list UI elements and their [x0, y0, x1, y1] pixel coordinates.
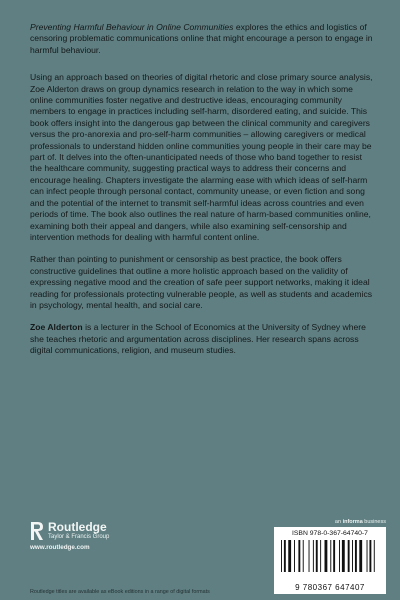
routledge-logo [30, 521, 180, 541]
barcode-bar [352, 540, 353, 572]
author-paragraph [30, 322, 376, 356]
informa-suffix: business [362, 519, 386, 525]
publisher-block [30, 521, 180, 551]
barcode-bar [367, 540, 368, 572]
barcode-bars [280, 540, 380, 582]
informa-brand: informa [342, 519, 363, 525]
barcode-number: 9 780367 647407 [295, 583, 365, 592]
author-bio: is a lecturer in the School of Economics at the University of Sydney where she teaches rhetoric and argumentation across disciplines. Her research spans across digital communications, religion, and museum studies. [30, 322, 366, 356]
barcode-bar [309, 540, 310, 572]
barcode-bar [320, 540, 321, 572]
barcode-bar [348, 540, 350, 572]
barcode-bar [284, 540, 286, 572]
back-cover-blurb [30, 22, 376, 368]
barcode-bar [298, 540, 300, 572]
approach-paragraph: Rather than pointing to punishment or censorship as best practice, the book offers constructive guidelines that outline a more holistic approach based on the validity of expressing negative mood and the creation of safe peer support networks, making it ideal reading for professionals protecting vulnerable people, as well as students and academics in psychology, mental health, and social care. [30, 254, 373, 310]
barcode-bar [355, 540, 357, 572]
barcode-bar [369, 540, 371, 572]
barcode-bar [342, 540, 345, 572]
barcode-bar [374, 540, 375, 572]
publisher-name: Routledge [48, 520, 107, 534]
barcode-bar [330, 540, 331, 572]
description-paragraph: Using an approach based on theories of digital rhetoric and close primary source analysis, Zoe Alderton draws on group dynamics research in relation to the way in which some online communities foster negative and destructive ideas, encouraging community members to engage in practices including self-harm, disordered eating, and suicide. This book offers insight into the dangerous gap between the clinical community and caregivers versus the pro-anorexia and pro-self-harm communities – allowing caregivers or medical professionals to understand hidden online communities young people in their care may be part of. It delves into the often-unanticipated needs of those who band together to resist the healthcare community, suggesting practical ways to address their concerns and encourage healing. Chapters investigate the alarming ease with which ideas of self-harm can infect people through personal contact, community unease, or even fiction and song and the potential of the internet to transmit self-harmful ideas across countries and even periods of time. The book also outlines the real nature of harm-based communities online, examining both their appeal and dangers, while also examining self-censorship and intervention methods for dealing with harmful content online. [30, 72, 373, 242]
publisher-group: Taylor & Francis Group [48, 534, 110, 540]
author-name: Zoe Alderton [30, 322, 83, 333]
barcode-bar [339, 540, 340, 572]
barcode-bar [316, 540, 318, 572]
barcode-bar [313, 540, 314, 572]
informa-prefix: an [334, 519, 343, 525]
barcode-bar [325, 540, 328, 572]
barcode-bar [333, 540, 335, 572]
book-title-inline: Preventing Harmful Behaviour in Online Communities [30, 22, 234, 32]
barcode-block [274, 519, 386, 594]
isbn-barcode [274, 527, 386, 594]
publisher-website[interactable]: www.routledge.com [30, 544, 90, 551]
intro-text: explores the ethics and logistics of censoring problematic communications online that might encourage a person to engage in harmful behaviour. [30, 22, 373, 55]
isbn-label: ISBN 978-0-367-64740-7 [292, 530, 368, 537]
informa-business-label [274, 519, 386, 525]
intro-paragraph [30, 22, 376, 56]
barcode-bar [303, 540, 304, 572]
routledge-r-icon [30, 521, 44, 541]
barcode-bar [294, 540, 295, 572]
barcode-bar [288, 540, 291, 572]
ebook-availability-note: Routledge titles are available as eBook editions in a range of digital formats [30, 589, 210, 595]
barcode-bar [359, 540, 362, 572]
barcode-bar [281, 540, 282, 572]
